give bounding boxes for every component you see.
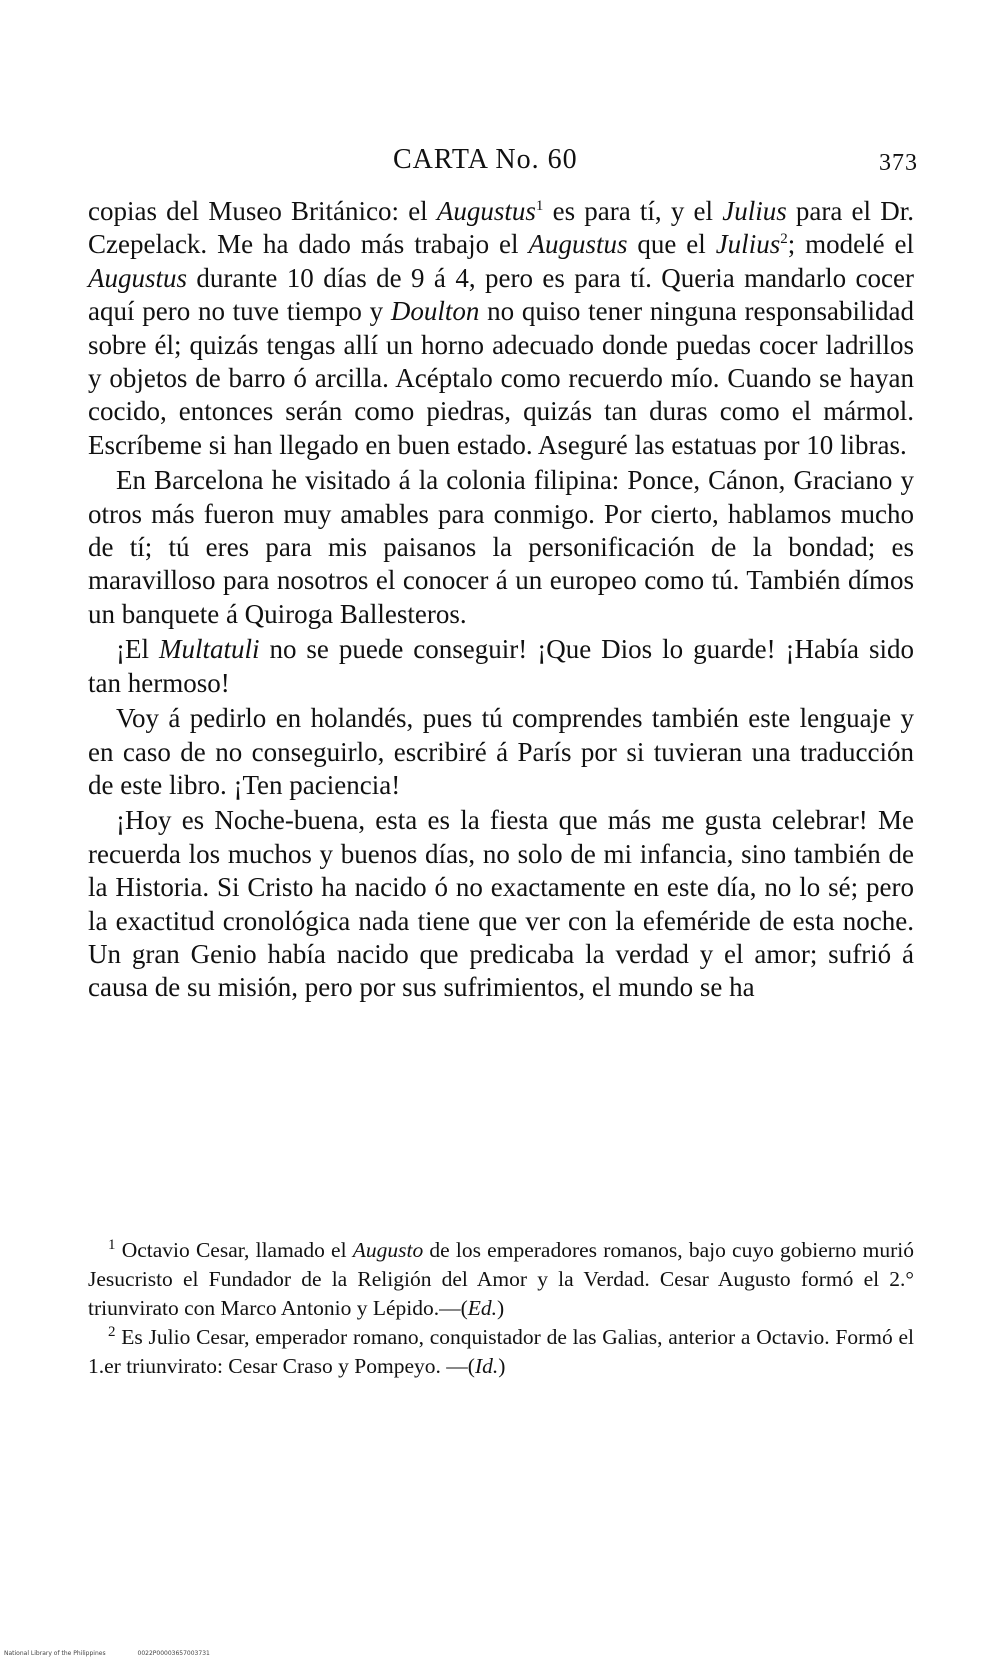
text-run: Octavio Cesar, llamado el bbox=[115, 1238, 353, 1262]
footnotes bbox=[88, 1236, 914, 1381]
text-run: de los emperadores romanos, bajo cuyo gobierno murió Jesucristo el Fundador de la Religión del Amor y la Verdad. Cesar Augusto formó el 2.° triunvirato con Marco Antonio y Lépido.—( bbox=[88, 1238, 914, 1320]
page-header bbox=[88, 140, 918, 180]
text-run: ) bbox=[498, 1354, 506, 1378]
footnote-2 bbox=[88, 1323, 914, 1381]
paragraph-5: ¡Hoy es Noche-buena, esta es la fiesta que más me gusta celebrar! Me recuerda los muchos y buenos días, no solo de mi infancia, sino también de la Historia. Si Cristo ha nacido ó no exactamente en este día, no lo sé; pero la exactitud cronológica nada tiene que ver con la efeméride de esta noche. Un gran Genio había nacido que predicaba la verdad y el amor; sufrió á causa de su misión, pero por sus sufrimientos, el mundo se ha bbox=[88, 805, 914, 1003]
letter-title: CARTA No. 60 bbox=[393, 144, 578, 175]
italic-run: Julius bbox=[722, 196, 787, 226]
italic-run: Augustus bbox=[436, 196, 536, 226]
footnote-mark: 1 bbox=[108, 1236, 116, 1253]
footnote-ref: 2 bbox=[780, 231, 788, 248]
text-run: ) bbox=[497, 1296, 505, 1320]
italic-run: Doulton bbox=[390, 296, 480, 327]
paragraph-4: Voy á pedirlo en holandés, pues tú comprendes también este lenguaje y en caso de no conseguirlo, escribiré á París por si tuvieran una traducción de este libro. ¡Ten paciencia! bbox=[88, 703, 914, 800]
italic-run: Id. bbox=[474, 1354, 499, 1378]
italic-run: Julius bbox=[715, 229, 781, 260]
italic-run: Augusto bbox=[352, 1238, 424, 1262]
text-run: es para tí, y el bbox=[543, 196, 723, 226]
italic-run: Augustus bbox=[88, 262, 188, 293]
scan-footer bbox=[4, 1650, 240, 1657]
italic-run: Ed. bbox=[467, 1296, 498, 1320]
text-run: que el bbox=[627, 229, 716, 260]
italic-run: Multatuli bbox=[158, 634, 260, 665]
page-number: 373 bbox=[879, 150, 918, 176]
text-run: ¡El bbox=[116, 634, 159, 665]
scan-code: 0022P00003657003731 bbox=[137, 1650, 210, 1657]
footnote-1 bbox=[88, 1236, 914, 1323]
text-run: ; modelé el bbox=[787, 229, 914, 260]
paragraph-3 bbox=[88, 633, 914, 700]
text-run: no quiso tener ninguna responsabilidad sobre él; quizás tengas allí un horno adecuado donde puedas cocer ladrillos y objetos de barro ó arcilla. Acéptalo como recuerdo mío. Cuando se hayan cocido, entonces serán como piedras, quizás tan duras como el mármol. Escríbeme si han llegado en buen estado. Aseguré las estatuas por 10 libras. bbox=[88, 296, 915, 460]
text-run: no se puede conseguir! ¡Que Dios lo guarde! ¡Había sido tan hermoso! bbox=[88, 634, 914, 698]
paragraph-1 bbox=[88, 195, 914, 462]
body-text bbox=[88, 195, 914, 1005]
italic-run: Augustus bbox=[528, 229, 628, 260]
text-run: durante 10 días de 9 á 4, pero es para tí. Queria mandarlo cocer aquí pero no tuve tiempo y bbox=[88, 262, 914, 327]
text-run: copias del Museo Británico: el bbox=[88, 196, 437, 226]
footnote-ref: 1 bbox=[535, 198, 544, 214]
library-name: National Library of the Philippines bbox=[4, 1650, 106, 1657]
text-run: para el Dr. Czepelack. Me ha dado más trabajo el bbox=[88, 196, 914, 260]
footnote-mark: 2 bbox=[108, 1323, 116, 1340]
paragraph-2: En Barcelona he visitado á la colonia filipina: Ponce, Cánon, Graciano y otros más fueron muy amables para conmigo. Por cierto, hablamos mucho de tí; tú eres para mis paisanos la personificación de la bondad; es maravilloso para nosotros el conocer á un europeo como tú. También dímos un banquete á Quiroga Ballesteros. bbox=[88, 465, 914, 629]
text-run: Es Julio Cesar, emperador romano, conquistador de las Galias, anterior a Octavio. Formó el 1.er triunvirato: Cesar Craso y Pompeyo. —( bbox=[88, 1325, 914, 1378]
